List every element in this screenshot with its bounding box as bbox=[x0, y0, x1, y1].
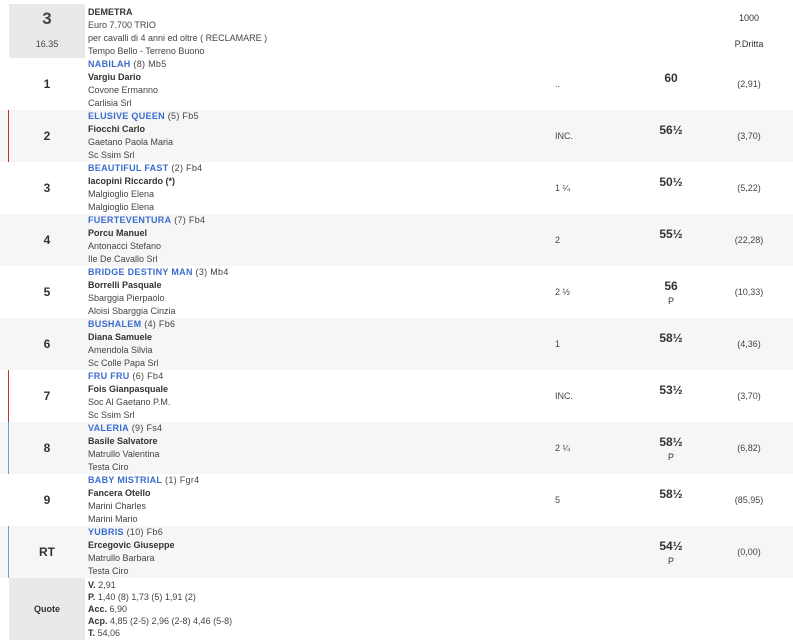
runner-row bbox=[0, 162, 793, 214]
finish-margin: 5 bbox=[555, 495, 561, 505]
carried-weight bbox=[640, 228, 702, 240]
carried-weight bbox=[640, 488, 702, 500]
runner-odds: (2,91) bbox=[737, 79, 761, 89]
runner-odds: (22,28) bbox=[734, 235, 764, 245]
horse-link[interactable] bbox=[88, 474, 199, 487]
weight-value: 55½ bbox=[659, 227, 683, 241]
jockey-name: Vargiu Dario bbox=[88, 72, 142, 82]
horse-details: (4) Fb6 bbox=[141, 319, 176, 329]
horse-details: (8) Mb5 bbox=[130, 59, 167, 69]
carried-weight bbox=[640, 176, 702, 188]
horse-link[interactable] bbox=[88, 526, 175, 539]
finish-position: 5 bbox=[43, 285, 51, 299]
finish-margin: .. bbox=[555, 79, 561, 89]
race-name: DEMETRA bbox=[88, 7, 133, 17]
horse-link[interactable] bbox=[88, 318, 175, 331]
horse-name[interactable]: YUBRIS bbox=[88, 527, 124, 537]
runner-row bbox=[0, 474, 793, 526]
carried-weight bbox=[640, 124, 702, 136]
quote-key: Acc. bbox=[88, 604, 108, 614]
horse-link[interactable] bbox=[88, 58, 167, 71]
finish-margin: INC. bbox=[555, 391, 573, 401]
carried-weight bbox=[640, 280, 702, 307]
trainer-name: Covone Ermanno bbox=[88, 85, 159, 95]
race-time: 16.35 bbox=[35, 39, 59, 49]
weight-flag: P bbox=[667, 556, 674, 566]
quote-line bbox=[88, 627, 232, 639]
weight-value: 58½ bbox=[659, 331, 683, 345]
runner-info bbox=[88, 58, 167, 110]
runner-odds: (0,00) bbox=[737, 547, 761, 557]
finish-position: 2 bbox=[43, 129, 51, 143]
weight-value: 56 bbox=[664, 279, 678, 293]
finish-margin: INC. bbox=[555, 131, 573, 141]
trainer-name: Amendola Silvia bbox=[88, 345, 153, 355]
finish-margin: 2 ¼ bbox=[555, 443, 571, 453]
horse-details: (1) Fgr4 bbox=[162, 475, 200, 485]
runner-odds: (4,36) bbox=[737, 339, 761, 349]
horse-link[interactable] bbox=[88, 266, 229, 279]
quote-section bbox=[0, 578, 793, 640]
quote-value: 6,90 bbox=[107, 604, 128, 614]
horse-link[interactable] bbox=[88, 422, 162, 435]
weight-flag: P bbox=[667, 452, 674, 462]
runner-row bbox=[0, 526, 793, 578]
runner-row bbox=[0, 370, 793, 422]
finish-position: RT bbox=[39, 545, 55, 559]
trainer-name: Sbarggia Pierpaolo bbox=[88, 293, 165, 303]
horse-name[interactable]: BRIDGE DESTINY MAN bbox=[88, 267, 193, 277]
horse-name[interactable]: VALERIA bbox=[88, 423, 129, 433]
runner-info bbox=[88, 162, 202, 214]
owner-name: Sc Ssim Srl bbox=[88, 150, 135, 160]
horse-name[interactable]: BUSHALEM bbox=[88, 319, 142, 329]
quote-key: T. bbox=[88, 628, 96, 638]
quote-value: 2,91 bbox=[95, 580, 116, 590]
owner-name: Sc Colle Papa Srl bbox=[88, 358, 159, 368]
runner-info bbox=[88, 214, 205, 266]
horse-details: (7) Fb4 bbox=[171, 215, 206, 225]
horse-name[interactable]: NABILAH bbox=[88, 59, 131, 69]
runner-info bbox=[88, 474, 199, 526]
horse-link[interactable] bbox=[88, 162, 202, 175]
weight-value: 54½ bbox=[659, 539, 683, 553]
quote-value: 54,06 bbox=[95, 628, 121, 638]
carried-weight bbox=[640, 540, 702, 567]
quote-label: Quote bbox=[34, 604, 60, 614]
owner-name: Carlisia Srl bbox=[88, 98, 132, 108]
carried-weight bbox=[640, 72, 702, 84]
jockey-name: Ercegovic Giuseppe bbox=[88, 540, 175, 550]
horse-link[interactable] bbox=[88, 370, 170, 383]
runner-info bbox=[88, 370, 170, 422]
owner-name: Ile De Cavallo Srl bbox=[88, 254, 158, 264]
weight-value: 60 bbox=[664, 71, 678, 85]
finish-position: 8 bbox=[43, 441, 51, 455]
horse-link[interactable] bbox=[88, 110, 199, 123]
race-weather: Tempo Bello - Terreno Buono bbox=[88, 46, 205, 56]
trainer-name: Matrullo Barbara bbox=[88, 553, 155, 563]
owner-name: Malgioglio Elena bbox=[88, 202, 155, 212]
carried-weight bbox=[640, 436, 702, 463]
trainer-name: Marini Charles bbox=[88, 501, 147, 511]
race-track: P.Dritta bbox=[734, 39, 764, 49]
weight-value: 53½ bbox=[659, 383, 683, 397]
jockey-name: Porcu Manuel bbox=[88, 228, 148, 238]
finish-margin: 1 bbox=[555, 339, 561, 349]
weight-value: 58½ bbox=[659, 435, 683, 449]
horse-name[interactable]: FRU FRU bbox=[88, 371, 130, 381]
trainer-name: Antonacci Stefano bbox=[88, 241, 162, 251]
race-details bbox=[88, 6, 267, 58]
runner-row bbox=[0, 318, 793, 370]
horse-details: (9) Fs4 bbox=[128, 423, 163, 433]
finish-position: 7 bbox=[43, 389, 51, 403]
finish-margin: 1 ¼ bbox=[555, 183, 571, 193]
owner-name: Testa Ciro bbox=[88, 566, 129, 576]
carried-weight bbox=[640, 332, 702, 344]
owner-name: Marini Mario bbox=[88, 514, 138, 524]
horse-link[interactable] bbox=[88, 214, 205, 227]
horse-name[interactable]: FUERTEVENTURA bbox=[88, 215, 172, 225]
quote-key: P. bbox=[88, 592, 96, 602]
trainer-name: Matrullo Valentina bbox=[88, 449, 160, 459]
runner-row bbox=[0, 58, 793, 110]
horse-name[interactable]: BABY MISTRIAL bbox=[88, 475, 163, 485]
horse-details: (5) Fb5 bbox=[164, 111, 199, 121]
weight-flag: P bbox=[667, 296, 674, 306]
horse-details: (2) Fb4 bbox=[168, 163, 203, 173]
race-number: 3 bbox=[42, 9, 52, 28]
jockey-name: Fiocchi Carlo bbox=[88, 124, 146, 134]
finish-position: 9 bbox=[43, 493, 51, 507]
runner-row bbox=[0, 266, 793, 318]
runner-info bbox=[88, 526, 175, 578]
quote-lines bbox=[88, 579, 232, 639]
runner-info bbox=[88, 318, 175, 370]
horse-name[interactable]: BEAUTIFUL FAST bbox=[88, 163, 169, 173]
jockey-name: Fancera Otello bbox=[88, 488, 151, 498]
race-number-box bbox=[9, 4, 85, 58]
quote-key: Acp. bbox=[88, 616, 108, 626]
race-header bbox=[0, 0, 793, 58]
jockey-name: Fois Gianpasquale bbox=[88, 384, 169, 394]
horse-name[interactable]: ELUSIVE QUEEN bbox=[88, 111, 165, 121]
quote-line bbox=[88, 603, 232, 615]
weight-value: 50½ bbox=[659, 175, 683, 189]
race-prize: Euro 7.700 TRIO bbox=[88, 20, 156, 30]
finish-position: 4 bbox=[43, 233, 51, 247]
runner-row bbox=[0, 214, 793, 266]
runner-odds: (5,22) bbox=[737, 183, 761, 193]
quote-value: 4,85 (2-5) 2,96 (2-8) 4,46 (5-8) bbox=[107, 616, 233, 626]
finish-position: 1 bbox=[43, 77, 51, 91]
trainer-name: Soc Al Gaetano P.M. bbox=[88, 397, 171, 407]
runner-info bbox=[88, 266, 229, 318]
quote-line bbox=[88, 579, 232, 591]
runner-row bbox=[0, 422, 793, 474]
trainer-name: Malgioglio Elena bbox=[88, 189, 155, 199]
quote-value: 1,40 (8) 1,73 (5) 1,91 (2) bbox=[95, 592, 196, 602]
weight-value: 56½ bbox=[659, 123, 683, 137]
runner-odds: (6,82) bbox=[737, 443, 761, 453]
trainer-name: Gaetano Paola Maria bbox=[88, 137, 174, 147]
jockey-name: Basile Salvatore bbox=[88, 436, 158, 446]
horse-details: (6) Fb4 bbox=[129, 371, 164, 381]
quote-line bbox=[88, 591, 232, 603]
runner-odds: (3,70) bbox=[737, 131, 761, 141]
owner-name: Aloisi Sbarggia Cinzia bbox=[88, 306, 176, 316]
race-distance: 1000 bbox=[738, 13, 760, 23]
runner-odds: (3,70) bbox=[737, 391, 761, 401]
runner-info bbox=[88, 110, 199, 162]
runner-row bbox=[0, 110, 793, 162]
jockey-name: Diana Samuele bbox=[88, 332, 153, 342]
finish-margin: 2 ½ bbox=[555, 287, 571, 297]
weight-value: 58½ bbox=[659, 487, 683, 501]
owner-name: Testa Ciro bbox=[88, 462, 129, 472]
carried-weight bbox=[640, 384, 702, 396]
quote-line bbox=[88, 615, 232, 627]
quote-key: V. bbox=[88, 580, 96, 590]
race-conditions: per cavalli di 4 anni ed oltre ( RECLAMARE ) bbox=[88, 33, 268, 43]
horse-details: (10) Fb6 bbox=[123, 527, 164, 537]
finish-position: 6 bbox=[43, 337, 51, 351]
jockey-name: Iacopini Riccardo (*) bbox=[88, 176, 176, 186]
owner-name: Sc Ssim Srl bbox=[88, 410, 135, 420]
jockey-name: Borrelli Pasquale bbox=[88, 280, 162, 290]
runner-odds: (85,95) bbox=[734, 495, 764, 505]
finish-margin: 2 bbox=[555, 235, 561, 245]
finish-position: 3 bbox=[43, 181, 51, 195]
runner-info bbox=[88, 422, 162, 474]
quote-label-box bbox=[9, 578, 85, 640]
horse-details: (3) Mb4 bbox=[192, 267, 229, 277]
runner-odds: (10,33) bbox=[734, 287, 764, 297]
